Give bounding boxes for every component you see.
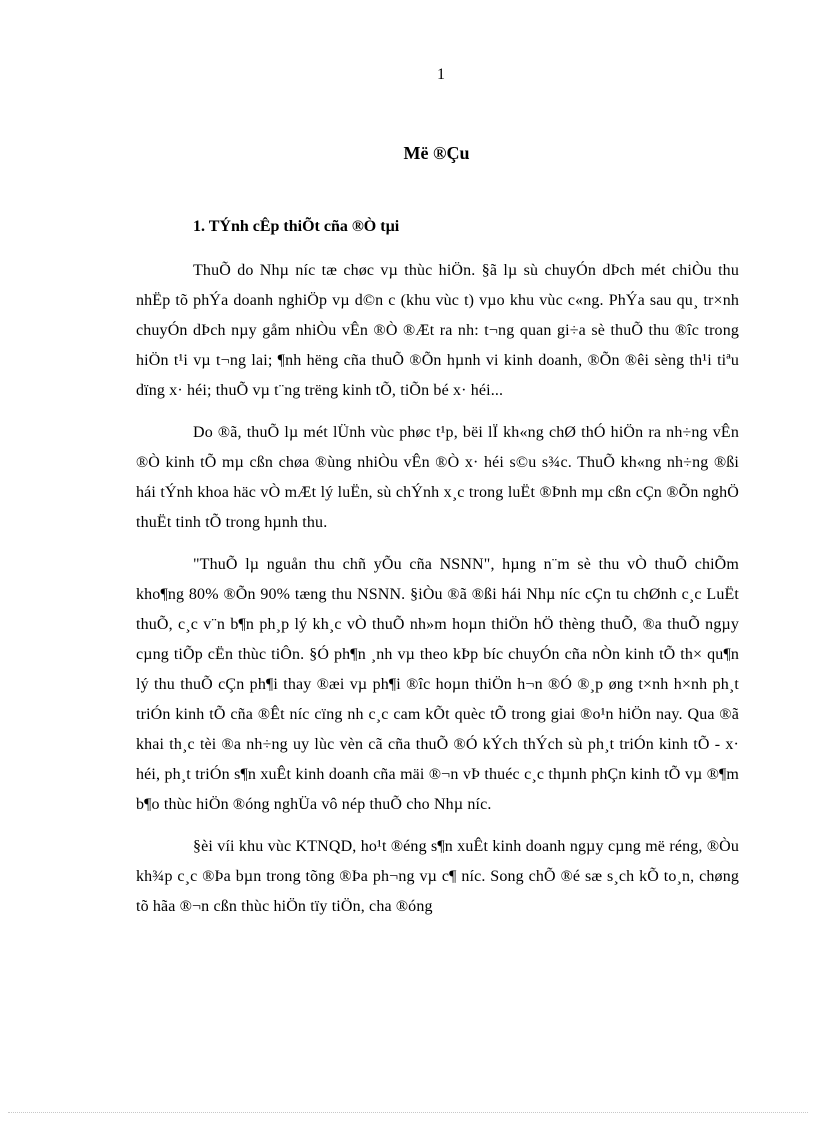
page-number: 1	[437, 66, 445, 83]
paragraph: Do ®ã, thuÕ lµ mét lÜnh vùc phøc t¹p, bëi lÏ kh«ng chØ thÓ hiÖn ra nh÷ng vÊn ®Ò kinh tÕ mµ cßn chøa ®ùng nhiÒu vÊn ®Ò x· héi s©u s¾c. ThuÕ kh«ng nh÷ng ®ßi hái tÝnh khoa häc vÒ mÆt lý luËn, sù chÝnh x¸c trong luËt ®Þnh mµ cßn cÇn ®Õn nghÖ thuËt tinh tÕ trong hµnh thu.	[136, 424, 739, 531]
section-heading: 1. TÝnh cÊp thiÕt cña ®Ò tµi	[193, 218, 400, 235]
paragraph: ThuÕ do Nhµ níc tæ chøc vµ thùc hiÖn. §ã lµ sù chuyÓn dÞch mét chiÒu thu nhËp tõ phÝa doanh nghiÖp vµ d©n c (khu vùc t) vµo khu vùc c«ng. PhÝa sau qu¸ tr×nh chuyÓn dÞch nµy gåm nhiÒu vÊn ®Ò ®Æt ra nh: t¬ng quan gi÷a sè thuÕ thu ®îc trong hiÖn t¹i vµ t¬ng lai; ¶nh hëng cña thuÕ ®Õn hµnh vi kinh doanh, ®Õn ®êi sèng th¹i tiªu dïng x· héi; thuÕ vµ t¨ng trëng kinh tÕ, tiÕn bé x· héi...	[136, 262, 739, 399]
chapter-title: Më ®Çu	[403, 143, 470, 163]
page-bottom-divider	[8, 1112, 808, 1113]
paragraph: "ThuÕ lµ nguån thu chñ yÕu cña NSNN", hµng n¨m sè thu vÒ thuÕ chiÕm kho¶ng 80% ®Õn 90% tæng thu NSNN. §iÒu ®ã ®ßi hái Nhµ níc cÇn tu chØnh c¸c LuËt thuÕ, c¸c v¨n b¶n ph¸p lý kh¸c vÒ thuÕ nh»m hoµn thiÖn hÖ thèng thuÕ, ®a thuÕ ngµy cµng tiÕp cËn thùc tiÔn. §Ó ph¶n ¸nh vµ theo kÞp bíc chuyÓn cña nÒn kinh tÕ th× qu¶n lý thu thuÕ cÇn ph¶i thay ®æi vµ ph¶i ®îc hoµn thiÖn h¬n ®Ó ®¸p øng t×nh h×nh ph¸t triÓn kinh tÕ cña ®Êt níc cïng nh c¸c cam kÕt quèc tÕ trong giai ®o¹n hiÖn nay. Qua ®ã khai th¸c tèi ®a nh÷ng uy lùc vèn cã cña thuÕ ®Ó kÝch thÝch sù ph¸t triÓn kinh tÕ - x· héi, ph¸t triÓn s¶n xuÊt kinh doanh cña mäi ®¬n vÞ thuéc c¸c thµnh phÇn kinh tÕ vµ ®¶m b¶o thùc hiÖn ®óng nghÜa vô nép thuÕ cho Nhµ níc.	[136, 556, 739, 813]
paragraph: §èi víi khu vùc KTNQD, ho¹t ®éng s¶n xuÊt kinh doanh ngµy cµng më réng, ®Òu kh¾p c¸c ®Þa bµn trong tõng ®Þa ph¬ng vµ c¶ níc. Song chÕ ®é sæ s¸ch kÕ to¸n, chøng tõ hãa ®¬n cßn thùc hiÖn tïy tiÖn, cha ®óng	[136, 838, 739, 915]
body-text	[136, 256, 739, 934]
